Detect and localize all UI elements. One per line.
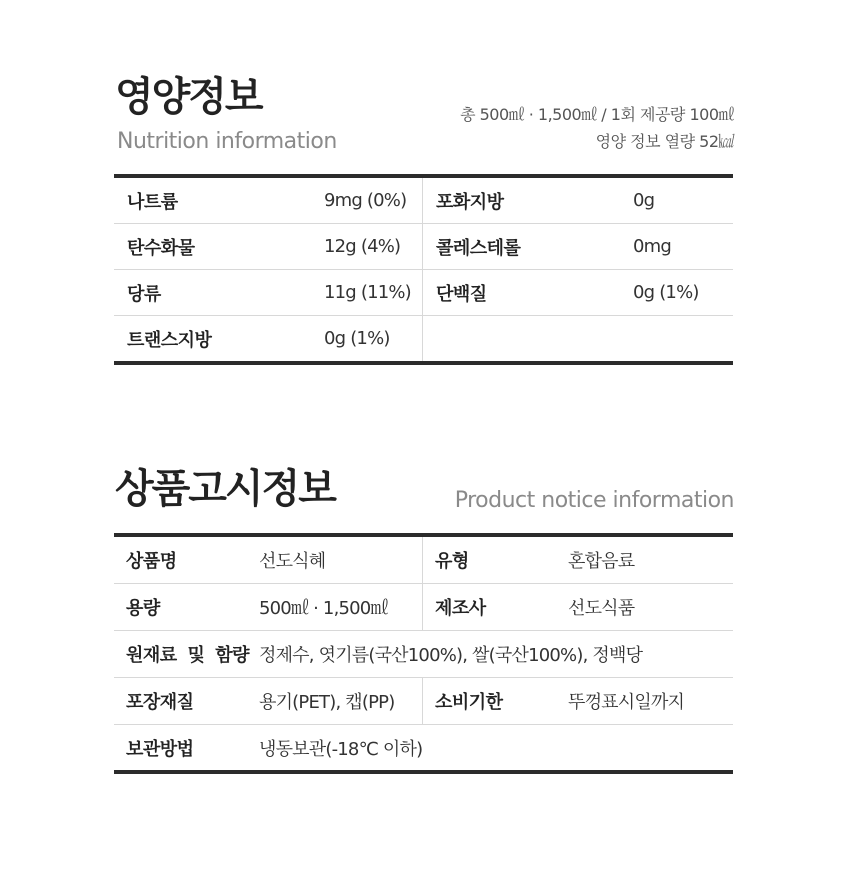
nutrient-label: 트랜스지방 — [127, 329, 212, 351]
nutrient-label: 나트륨 — [127, 191, 178, 213]
product-name-value: 선도식혜 — [259, 551, 326, 572]
table-row — [114, 584, 733, 631]
ingredients-value: 정제수, 엿기름(국산100%), 쌀(국산100%), 정백당 — [259, 645, 643, 666]
expiry-value: 뚜껑표시일까지 — [568, 692, 685, 713]
table-row — [114, 631, 733, 678]
table-row — [114, 224, 733, 270]
serving-size-text: 총 500㎖ · 1,500㎖ / 1회 제공량 100㎖ — [460, 105, 734, 124]
nutrient-value: 11g (11%) — [324, 282, 411, 303]
nutrient-label: 탄수화물 — [127, 237, 195, 259]
table-row — [114, 316, 733, 361]
nutrient-label: 포화지방 — [436, 191, 504, 213]
nutrient-cell — [423, 178, 732, 223]
product-notice-table — [114, 533, 733, 774]
volume-cell — [114, 584, 423, 630]
storage-cell — [114, 725, 733, 770]
nutrient-value: 12g (4%) — [324, 236, 401, 257]
ingredients-cell — [114, 631, 733, 677]
table-row — [114, 178, 733, 224]
nutrient-cell — [114, 178, 423, 223]
product-name-cell — [114, 537, 423, 583]
table-row — [114, 537, 733, 584]
nutrient-value: 0g — [633, 190, 655, 211]
nutrient-value: 9mg (0%) — [324, 190, 407, 211]
volume-label: 용량 — [126, 598, 160, 619]
nutrient-value: 0g (1%) — [324, 328, 390, 349]
nutrition-table — [114, 174, 733, 365]
nutrient-value: 0g (1%) — [633, 282, 699, 303]
packaging-label: 포장재질 — [126, 692, 194, 713]
nutrition-title: 영양정보 — [115, 74, 262, 120]
manufacturer-value: 선도식품 — [568, 598, 635, 619]
packaging-value: 용기(PET), 캡(PP) — [259, 692, 395, 713]
calorie-text: 영양 정보 열량 52㎉ — [595, 132, 734, 151]
volume-value: 500㎖ · 1,500㎖ — [259, 598, 388, 619]
product-type-value: 혼합음료 — [568, 551, 635, 572]
empty-cell — [423, 316, 732, 361]
nutrient-cell — [423, 270, 732, 315]
storage-value: 냉동보관(-18℃ 이하) — [259, 738, 423, 760]
nutrient-cell — [114, 316, 423, 361]
product-type-cell — [423, 537, 732, 583]
product-notice-title: 상품고시정보 — [115, 466, 335, 512]
table-row — [114, 270, 733, 316]
expiry-label: 소비기한 — [435, 692, 503, 713]
manufacturer-cell — [423, 584, 732, 630]
table-row — [114, 678, 733, 725]
nutrient-cell — [114, 270, 423, 315]
manufacturer-label: 제조사 — [435, 598, 486, 619]
nutrition-subtitle: Nutrition information — [117, 129, 337, 154]
product-type-label: 유형 — [435, 551, 469, 572]
ingredients-label: 원재료 및 함량 — [126, 645, 249, 666]
storage-label: 보관방법 — [126, 738, 194, 760]
nutrient-label: 단백질 — [436, 283, 487, 305]
nutrition-serving-info — [460, 101, 734, 155]
nutrient-value: 0mg — [633, 236, 672, 257]
nutrient-cell — [423, 224, 732, 269]
nutrient-label: 콜레스테롤 — [436, 237, 521, 259]
product-name-label: 상품명 — [126, 551, 177, 572]
packaging-cell — [114, 678, 423, 724]
nutrient-cell — [114, 224, 423, 269]
nutrient-label: 당류 — [127, 283, 161, 305]
expiry-cell — [423, 678, 732, 724]
product-notice-subtitle: Product notice information — [454, 488, 734, 513]
table-row — [114, 725, 733, 770]
